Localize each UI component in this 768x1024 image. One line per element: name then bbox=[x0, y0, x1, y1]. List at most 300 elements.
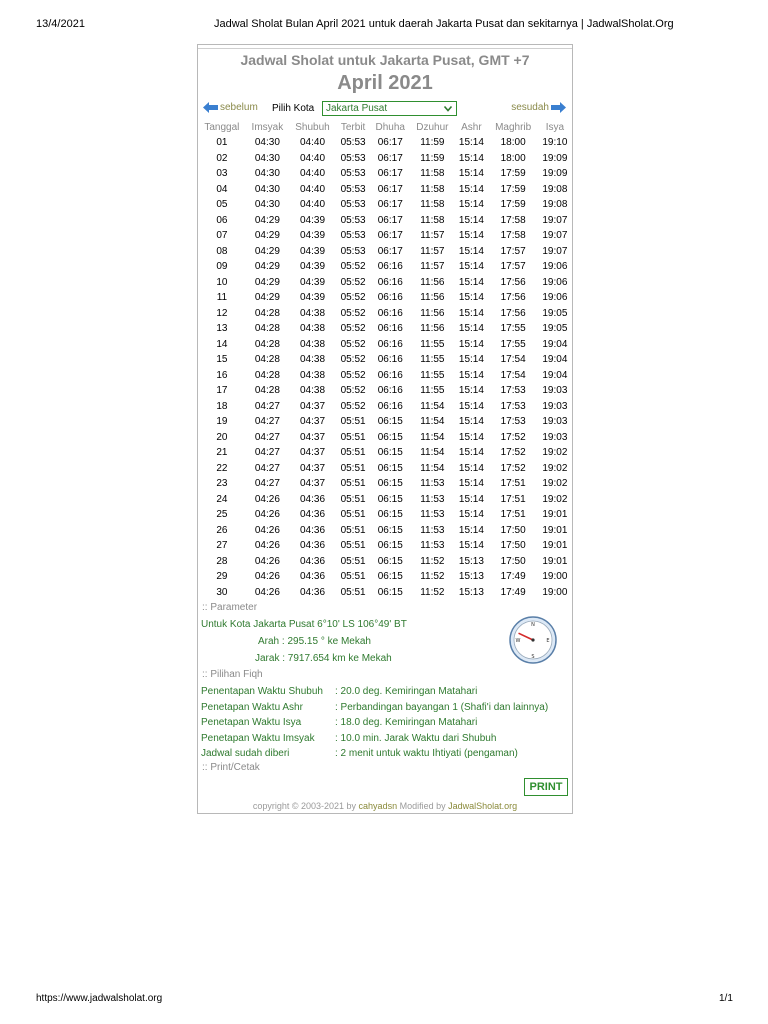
table-cell: 04:39 bbox=[299, 214, 326, 226]
table-cell: 04:30 bbox=[254, 168, 280, 180]
table-cell: 04:40 bbox=[299, 199, 326, 211]
table-cell: 16 bbox=[216, 369, 228, 381]
table-cell: 04:27 bbox=[254, 400, 280, 412]
table-cell: 05:51 bbox=[340, 493, 366, 505]
table-cell: 06:15 bbox=[377, 431, 403, 443]
month-title: April 2021 bbox=[337, 72, 433, 94]
table-row bbox=[198, 228, 572, 244]
table-cell: 11:59 bbox=[420, 137, 445, 149]
table-cell: 04:26 bbox=[254, 540, 280, 552]
column-header: Maghrib bbox=[495, 121, 532, 133]
table-cell: 06:15 bbox=[377, 586, 403, 598]
table-row bbox=[198, 213, 572, 229]
next-month-link[interactable] bbox=[511, 102, 566, 113]
table-cell: 04:40 bbox=[299, 183, 326, 195]
table-cell: 15:14 bbox=[458, 400, 484, 412]
table-cell: 13 bbox=[216, 323, 228, 335]
table-cell: 06:17 bbox=[377, 245, 403, 257]
table-cell: 17:56 bbox=[500, 307, 526, 319]
table-cell: 15:13 bbox=[458, 555, 484, 567]
table-cell: 05:52 bbox=[340, 307, 366, 319]
table-cell: 19:07 bbox=[542, 230, 568, 242]
table-cell: 11:56 bbox=[420, 323, 445, 335]
table-cell: 19:01 bbox=[542, 540, 568, 552]
fiqh-value: : 20.0 deg. Kemiringan Matahari bbox=[335, 686, 478, 697]
table-cell: 04:27 bbox=[254, 478, 280, 490]
city-select[interactable] bbox=[322, 101, 457, 116]
table-cell: 04:38 bbox=[299, 323, 326, 335]
table-cell: 04:37 bbox=[299, 416, 326, 428]
table-cell: 11:54 bbox=[420, 431, 445, 443]
table-cell: 04:36 bbox=[299, 509, 326, 521]
table-cell: 17:49 bbox=[500, 571, 526, 583]
table-cell: 05:53 bbox=[340, 245, 366, 257]
table-cell: 11:53 bbox=[420, 509, 445, 521]
table-cell: 06 bbox=[216, 214, 228, 226]
table-cell: 06:17 bbox=[377, 137, 403, 149]
table-cell: 04:38 bbox=[299, 385, 326, 397]
table-cell: 05:51 bbox=[340, 555, 366, 567]
table-cell: 11:55 bbox=[420, 354, 445, 366]
table-cell: 11:52 bbox=[420, 555, 445, 567]
svg-text:W: W bbox=[515, 638, 521, 644]
table-cell: 04:30 bbox=[254, 183, 280, 195]
prev-month-label: sebelum bbox=[220, 102, 258, 113]
column-header: Shubuh bbox=[295, 121, 330, 133]
arrow-left-icon bbox=[203, 102, 218, 113]
table-cell: 19:08 bbox=[542, 199, 568, 211]
table-cell: 06:15 bbox=[377, 447, 403, 459]
table-row bbox=[198, 290, 572, 306]
table-cell: 04:39 bbox=[299, 230, 326, 242]
table-cell: 06:15 bbox=[377, 493, 403, 505]
svg-text:S: S bbox=[531, 654, 535, 660]
table-cell: 11:54 bbox=[420, 400, 445, 412]
table-cell: 04:26 bbox=[254, 571, 280, 583]
table-cell: 04:37 bbox=[299, 462, 326, 474]
table-cell: 17:53 bbox=[500, 400, 526, 412]
mecca-distance: Jarak : 7917.654 km ke Mekah bbox=[255, 653, 392, 664]
table-cell: 11:57 bbox=[420, 245, 445, 257]
table-cell: 05:53 bbox=[340, 183, 366, 195]
table-cell: 17:54 bbox=[500, 354, 526, 366]
table-cell: 05:53 bbox=[340, 230, 366, 242]
table-cell: 19:04 bbox=[542, 338, 568, 350]
table-cell: 11:55 bbox=[420, 338, 445, 350]
table-cell: 28 bbox=[216, 555, 228, 567]
table-cell: 17:55 bbox=[500, 338, 526, 350]
table-cell: 15:14 bbox=[458, 230, 484, 242]
table-cell: 06:16 bbox=[377, 354, 403, 366]
table-cell: 15:14 bbox=[458, 447, 484, 459]
table-cell: 06:16 bbox=[377, 292, 403, 304]
table-cell: 05:51 bbox=[340, 540, 366, 552]
table-cell: 06:15 bbox=[377, 540, 403, 552]
table-cell: 25 bbox=[216, 509, 228, 521]
table-cell: 15:14 bbox=[458, 261, 484, 273]
table-cell: 05:52 bbox=[340, 338, 366, 350]
table-cell: 04:29 bbox=[254, 276, 280, 288]
table-cell: 23 bbox=[216, 478, 228, 490]
table-cell: 17:56 bbox=[500, 276, 526, 288]
table-cell: 11:52 bbox=[420, 571, 445, 583]
table-cell: 05:51 bbox=[340, 478, 366, 490]
table-cell: 04:29 bbox=[254, 261, 280, 273]
prayer-schedule-panel bbox=[197, 44, 573, 814]
table-cell: 15 bbox=[216, 354, 228, 366]
table-cell: 04:28 bbox=[254, 385, 280, 397]
table-cell: 11:53 bbox=[420, 540, 445, 552]
table-row bbox=[198, 430, 572, 446]
table-cell: 19:02 bbox=[542, 447, 568, 459]
table-cell: 15:14 bbox=[458, 338, 484, 350]
table-cell: 15:14 bbox=[458, 292, 484, 304]
table-row bbox=[198, 368, 572, 384]
table-cell: 11:53 bbox=[420, 493, 445, 505]
site-link[interactable]: JadwalSholat.org bbox=[448, 801, 518, 811]
print-date: 13/4/2021 bbox=[36, 18, 85, 30]
table-cell: 06:17 bbox=[377, 152, 403, 164]
table-cell: 04:36 bbox=[299, 493, 326, 505]
column-header: Terbit bbox=[340, 121, 366, 133]
table-cell: 05:53 bbox=[340, 199, 366, 211]
table-cell: 19:07 bbox=[542, 214, 568, 226]
table-cell: 18:00 bbox=[500, 137, 526, 149]
table-row bbox=[198, 585, 572, 601]
table-cell: 05:52 bbox=[340, 369, 366, 381]
table-cell: 06:15 bbox=[377, 416, 403, 428]
table-cell: 20 bbox=[216, 431, 228, 443]
table-cell: 19:03 bbox=[542, 400, 568, 412]
table-cell: 14 bbox=[216, 338, 228, 350]
table-cell: 11 bbox=[216, 292, 228, 304]
table-cell: 17:51 bbox=[500, 478, 526, 490]
table-cell: 11:53 bbox=[420, 478, 445, 490]
table-cell: 05:51 bbox=[340, 447, 366, 459]
table-row bbox=[198, 399, 572, 415]
table-cell: 19:07 bbox=[542, 245, 568, 257]
top-divider bbox=[198, 48, 572, 49]
table-cell: 15:14 bbox=[458, 214, 484, 226]
table-cell: 04:30 bbox=[254, 199, 280, 211]
table-cell: 04:39 bbox=[299, 261, 326, 273]
table-cell: 04:29 bbox=[254, 230, 280, 242]
table-row bbox=[198, 337, 572, 353]
table-cell: 05 bbox=[216, 199, 228, 211]
table-cell: 04:39 bbox=[299, 276, 326, 288]
table-cell: 15:14 bbox=[458, 245, 484, 257]
table-cell: 15:14 bbox=[458, 431, 484, 443]
table-cell: 05:51 bbox=[340, 571, 366, 583]
table-cell: 05:52 bbox=[340, 292, 366, 304]
table-cell: 03 bbox=[216, 168, 228, 180]
table-cell: 19:04 bbox=[542, 354, 568, 366]
table-cell: 04:28 bbox=[254, 338, 280, 350]
table-cell: 06:17 bbox=[377, 183, 403, 195]
table-cell: 06:16 bbox=[377, 338, 403, 350]
table-cell: 12 bbox=[216, 307, 228, 319]
table-cell: 11:55 bbox=[420, 385, 445, 397]
table-cell: 27 bbox=[216, 540, 228, 552]
fiqh-value: : 2 menit untuk waktu Ihtiyati (pengaman) bbox=[335, 748, 518, 759]
table-cell: 17:50 bbox=[500, 555, 526, 567]
table-row bbox=[198, 414, 572, 430]
table-cell: 04:40 bbox=[299, 168, 326, 180]
fiqh-value: : 18.0 deg. Kemiringan Matahari bbox=[335, 717, 478, 728]
table-cell: 15:13 bbox=[458, 571, 484, 583]
table-cell: 30 bbox=[216, 586, 228, 598]
chevron-down-icon bbox=[443, 102, 453, 115]
table-cell: 04:37 bbox=[299, 478, 326, 490]
compass-icon bbox=[508, 615, 558, 665]
table-cell: 04:28 bbox=[254, 323, 280, 335]
column-header: Imsyak bbox=[251, 121, 284, 133]
table-cell: 11:59 bbox=[420, 152, 445, 164]
table-cell: 15:14 bbox=[458, 385, 484, 397]
table-cell: 05:52 bbox=[340, 261, 366, 273]
table-cell: 06:15 bbox=[377, 555, 403, 567]
table-cell: 04:28 bbox=[254, 307, 280, 319]
table-cell: 15:14 bbox=[458, 509, 484, 521]
table-cell: 17:59 bbox=[500, 168, 526, 180]
table-cell: 17:52 bbox=[500, 462, 526, 474]
table-cell: 15:14 bbox=[458, 478, 484, 490]
table-cell: 04:40 bbox=[299, 137, 326, 149]
table-row bbox=[198, 476, 572, 492]
table-cell: 05:51 bbox=[340, 509, 366, 521]
table-cell: 06:16 bbox=[377, 261, 403, 273]
table-cell: 11:57 bbox=[420, 261, 445, 273]
table-cell: 19:09 bbox=[542, 168, 568, 180]
table-cell: 17:52 bbox=[500, 447, 526, 459]
table-cell: 09 bbox=[216, 261, 228, 273]
table-cell: 04:37 bbox=[299, 431, 326, 443]
column-header: Isya bbox=[545, 121, 565, 133]
table-cell: 06:15 bbox=[377, 462, 403, 474]
table-cell: 11:54 bbox=[420, 416, 445, 428]
table-row bbox=[198, 166, 572, 182]
prev-month-link[interactable] bbox=[203, 102, 258, 113]
table-cell: 19:04 bbox=[542, 369, 568, 381]
print-button[interactable]: PRINT bbox=[524, 778, 568, 796]
table-cell: 06:16 bbox=[377, 385, 403, 397]
table-row bbox=[198, 321, 572, 337]
table-cell: 05:52 bbox=[340, 323, 366, 335]
column-header: Tanggal bbox=[204, 121, 240, 133]
table-cell: 04:39 bbox=[299, 245, 326, 257]
table-cell: 17:49 bbox=[500, 586, 526, 598]
table-cell: 05:53 bbox=[340, 168, 366, 180]
city-select-value: Jakarta Pusat bbox=[326, 103, 388, 114]
table-cell: 04:27 bbox=[254, 416, 280, 428]
table-row bbox=[198, 461, 572, 477]
table-row bbox=[198, 135, 572, 151]
table-cell: 05:53 bbox=[340, 214, 366, 226]
table-cell: 19:06 bbox=[542, 261, 568, 273]
table-cell: 11:55 bbox=[420, 369, 445, 381]
table-cell: 19:01 bbox=[542, 524, 568, 536]
table-cell: 04:27 bbox=[254, 462, 280, 474]
table-cell: 15:14 bbox=[458, 540, 484, 552]
table-cell: 04:39 bbox=[299, 292, 326, 304]
table-cell: 19:00 bbox=[542, 586, 568, 598]
table-cell: 05:52 bbox=[340, 276, 366, 288]
copyright-mid: Modified by bbox=[397, 801, 449, 811]
fiqh-label: Penetapan Waktu Imsyak bbox=[201, 732, 315, 744]
city-label: Pilih Kota bbox=[272, 103, 315, 114]
table-cell: 17:59 bbox=[500, 183, 526, 195]
table-cell: 04:26 bbox=[254, 509, 280, 521]
table-cell: 04:29 bbox=[254, 292, 280, 304]
table-cell: 15:14 bbox=[458, 323, 484, 335]
table-cell: 19:06 bbox=[542, 276, 568, 288]
fiqh-label: Penetapan Waktu Ashr bbox=[201, 701, 303, 713]
table-cell: 05:51 bbox=[340, 416, 366, 428]
svg-text:N: N bbox=[531, 622, 535, 628]
schedule-table bbox=[198, 119, 572, 600]
column-header: Ashr bbox=[461, 121, 482, 133]
table-cell: 15:14 bbox=[458, 137, 484, 149]
fiqh-heading: :: Pilihan Fiqh bbox=[202, 669, 263, 680]
table-cell: 06:17 bbox=[377, 214, 403, 226]
print-url: https://www.jadwalsholat.org bbox=[36, 993, 163, 1004]
fiqh-label: Jadwal sudah diberi bbox=[201, 748, 290, 759]
table-cell: 24 bbox=[216, 493, 228, 505]
table-cell: 04:30 bbox=[254, 137, 280, 149]
fiqh-label: Penentapan Waktu Shubuh bbox=[201, 686, 323, 697]
table-cell: 08 bbox=[216, 245, 228, 257]
table-row bbox=[198, 259, 572, 275]
table-cell: 19:01 bbox=[542, 555, 568, 567]
table-cell: 15:14 bbox=[458, 493, 484, 505]
fiqh-label: Penetapan Waktu Isya bbox=[201, 717, 302, 728]
table-cell: 06:16 bbox=[377, 323, 403, 335]
table-cell: 11:52 bbox=[420, 586, 445, 598]
table-cell: 19:03 bbox=[542, 385, 568, 397]
table-row bbox=[198, 352, 572, 368]
copyright-prefix: copyright © 2003-2021 by bbox=[252, 801, 359, 811]
print-heading: :: Print/Cetak bbox=[202, 762, 260, 773]
table-cell: 19:01 bbox=[542, 509, 568, 521]
table-cell: 07 bbox=[216, 230, 228, 242]
table-cell: 15:14 bbox=[458, 152, 484, 164]
table-cell: 04:27 bbox=[254, 447, 280, 459]
page-number: 1/1 bbox=[719, 993, 733, 1004]
table-cell: 04:36 bbox=[299, 555, 326, 567]
table-row bbox=[198, 445, 572, 461]
table-cell: 19:05 bbox=[542, 323, 568, 335]
table-cell: 05:52 bbox=[340, 385, 366, 397]
table-cell: 15:14 bbox=[458, 416, 484, 428]
table-cell: 04:26 bbox=[254, 524, 280, 536]
table-cell: 17:58 bbox=[500, 230, 526, 242]
table-cell: 15:14 bbox=[458, 354, 484, 366]
table-cell: 17:57 bbox=[500, 245, 526, 257]
table-row bbox=[198, 383, 572, 399]
table-cell: 02 bbox=[216, 152, 228, 164]
table-cell: 15:14 bbox=[458, 199, 484, 211]
next-month-label: sesudah bbox=[511, 102, 549, 113]
author-link[interactable]: cahyadsn bbox=[358, 801, 398, 811]
table-cell: 19:02 bbox=[542, 493, 568, 505]
table-cell: 19:02 bbox=[542, 462, 568, 474]
table-cell: 11:58 bbox=[420, 183, 445, 195]
table-row bbox=[198, 492, 572, 508]
table-cell: 10 bbox=[216, 276, 228, 288]
table-cell: 17:53 bbox=[500, 385, 526, 397]
table-cell: 06:16 bbox=[377, 276, 403, 288]
table-cell: 04:36 bbox=[299, 524, 326, 536]
table-cell: 06:15 bbox=[377, 509, 403, 521]
table-cell: 05:53 bbox=[340, 137, 366, 149]
table-row bbox=[198, 554, 572, 570]
table-cell: 15:14 bbox=[458, 462, 484, 474]
qibla-direction: Arah : 295.15 ° ke Mekah bbox=[258, 636, 371, 647]
table-cell: 26 bbox=[216, 524, 228, 536]
table-cell: 01 bbox=[216, 137, 228, 149]
table-cell: 19:06 bbox=[542, 292, 568, 304]
table-cell: 04:30 bbox=[254, 152, 280, 164]
table-row bbox=[198, 538, 572, 554]
table-cell: 04:28 bbox=[254, 354, 280, 366]
table-cell: 04:40 bbox=[299, 152, 326, 164]
table-cell: 17 bbox=[216, 385, 228, 397]
location-line: Untuk Kota Jakarta Pusat 6°10' LS 106°49' BT bbox=[201, 619, 407, 630]
table-cell: 04:29 bbox=[254, 245, 280, 257]
table-cell: 05:52 bbox=[340, 354, 366, 366]
table-cell: 04:29 bbox=[254, 214, 280, 226]
table-cell: 05:52 bbox=[340, 400, 366, 412]
table-cell: 19:03 bbox=[542, 416, 568, 428]
table-cell: 04:38 bbox=[299, 338, 326, 350]
table-row bbox=[198, 244, 572, 260]
table-cell: 17:54 bbox=[500, 369, 526, 381]
table-cell: 06:15 bbox=[377, 524, 403, 536]
table-row bbox=[198, 275, 572, 291]
table-cell: 05:53 bbox=[340, 152, 366, 164]
fiqh-value: : Perbandingan bayangan 1 (Shafi'i dan lainnya) bbox=[335, 701, 549, 713]
table-cell: 11:54 bbox=[420, 447, 445, 459]
table-cell: 06:16 bbox=[377, 369, 403, 381]
table-cell: 15:14 bbox=[458, 369, 484, 381]
table-cell: 04:27 bbox=[254, 431, 280, 443]
table-cell: 15:13 bbox=[458, 586, 484, 598]
table-row bbox=[198, 197, 572, 213]
table-cell: 04:38 bbox=[299, 369, 326, 381]
table-cell: 11:57 bbox=[420, 230, 445, 242]
table-cell: 17:51 bbox=[500, 509, 526, 521]
table-cell: 04:26 bbox=[254, 586, 280, 598]
table-row bbox=[198, 306, 572, 322]
table-cell: 19:03 bbox=[542, 431, 568, 443]
table-cell: 11:58 bbox=[420, 214, 445, 226]
table-cell: 06:17 bbox=[377, 230, 403, 242]
table-cell: 17:57 bbox=[500, 261, 526, 273]
table-cell: 17:50 bbox=[500, 524, 526, 536]
table-cell: 19:02 bbox=[542, 478, 568, 490]
print-page-title: Jadwal Sholat Bulan April 2021 untuk daerah Jakarta Pusat dan sekitarnya | JadwalSholat.Org bbox=[214, 18, 674, 30]
table-cell: 19:05 bbox=[542, 307, 568, 319]
table-cell: 04:28 bbox=[254, 369, 280, 381]
table-row bbox=[198, 182, 572, 198]
table-cell: 17:55 bbox=[500, 323, 526, 335]
table-row bbox=[198, 523, 572, 539]
table-cell: 21 bbox=[216, 447, 228, 459]
table-cell: 11:56 bbox=[420, 307, 445, 319]
table-cell: 22 bbox=[216, 462, 228, 474]
table-cell: 04:26 bbox=[254, 555, 280, 567]
table-cell: 17:58 bbox=[500, 214, 526, 226]
